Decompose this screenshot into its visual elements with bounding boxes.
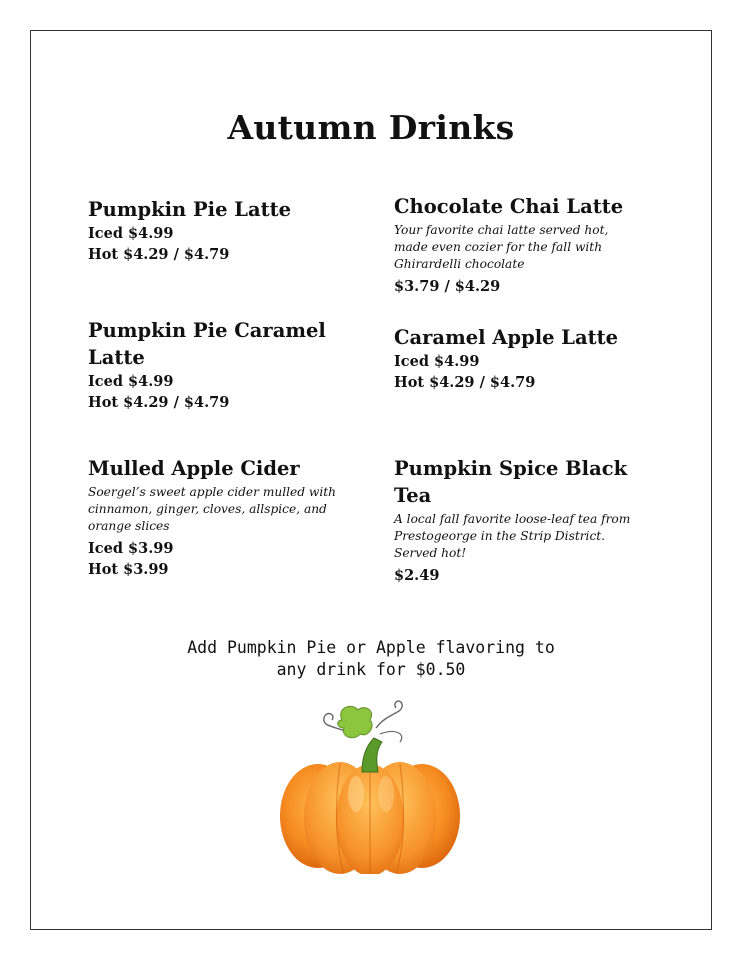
item-description: Your favorite chai latte served hot, made even cozier for the fall with Ghirardelli chocolate [394,223,609,271]
item-price: Iced $4.99 [88,225,174,242]
menu-title: Autumn Drinks [227,108,515,147]
menu-item-pumpkin-pie-latte [88,196,353,265]
menu-item-mulled-apple-cider [88,455,353,580]
item-description: A local fall favorite loose-leaf tea from Prestogeorge in the Strip District. Served hot! [394,512,631,560]
item-price: Hot $3.99 [88,561,169,578]
menu-item-pumpkin-pie-caramel-latte [88,317,338,413]
item-price: $3.79 / $4.29 [394,278,501,295]
item-name: Pumpkin Spice Black Tea [394,457,628,507]
item-name: Caramel Apple Latte [394,326,619,349]
menu-item-caramel-apple-latte [394,324,644,393]
item-price: $2.49 [394,567,440,584]
item-price: Hot $4.29 / $4.79 [88,394,230,411]
item-price: Hot $4.29 / $4.79 [88,246,230,263]
menu-item-chocolate-chai-latte [394,193,644,297]
item-price: Hot $4.29 / $4.79 [394,374,536,391]
menu-item-pumpkin-spice-black-tea [394,455,639,586]
flavoring-note: Add Pumpkin Pie or Apple flavoring to any drink for $0.50 [187,638,555,679]
item-description: Soergel’s sweet apple cider mulled with cinnamon, ginger, cloves, allspice, and orange slices [88,485,336,533]
pumpkin-icon [278,698,462,874]
item-name: Pumpkin Pie Latte [88,198,292,221]
item-price: Iced $4.99 [394,353,480,370]
item-name: Mulled Apple Cider [88,457,300,480]
item-price: Iced $4.99 [88,373,174,390]
item-name: Pumpkin Pie Caramel Latte [88,319,326,369]
item-name: Chocolate Chai Latte [394,195,624,218]
item-price: Iced $3.99 [88,540,174,557]
